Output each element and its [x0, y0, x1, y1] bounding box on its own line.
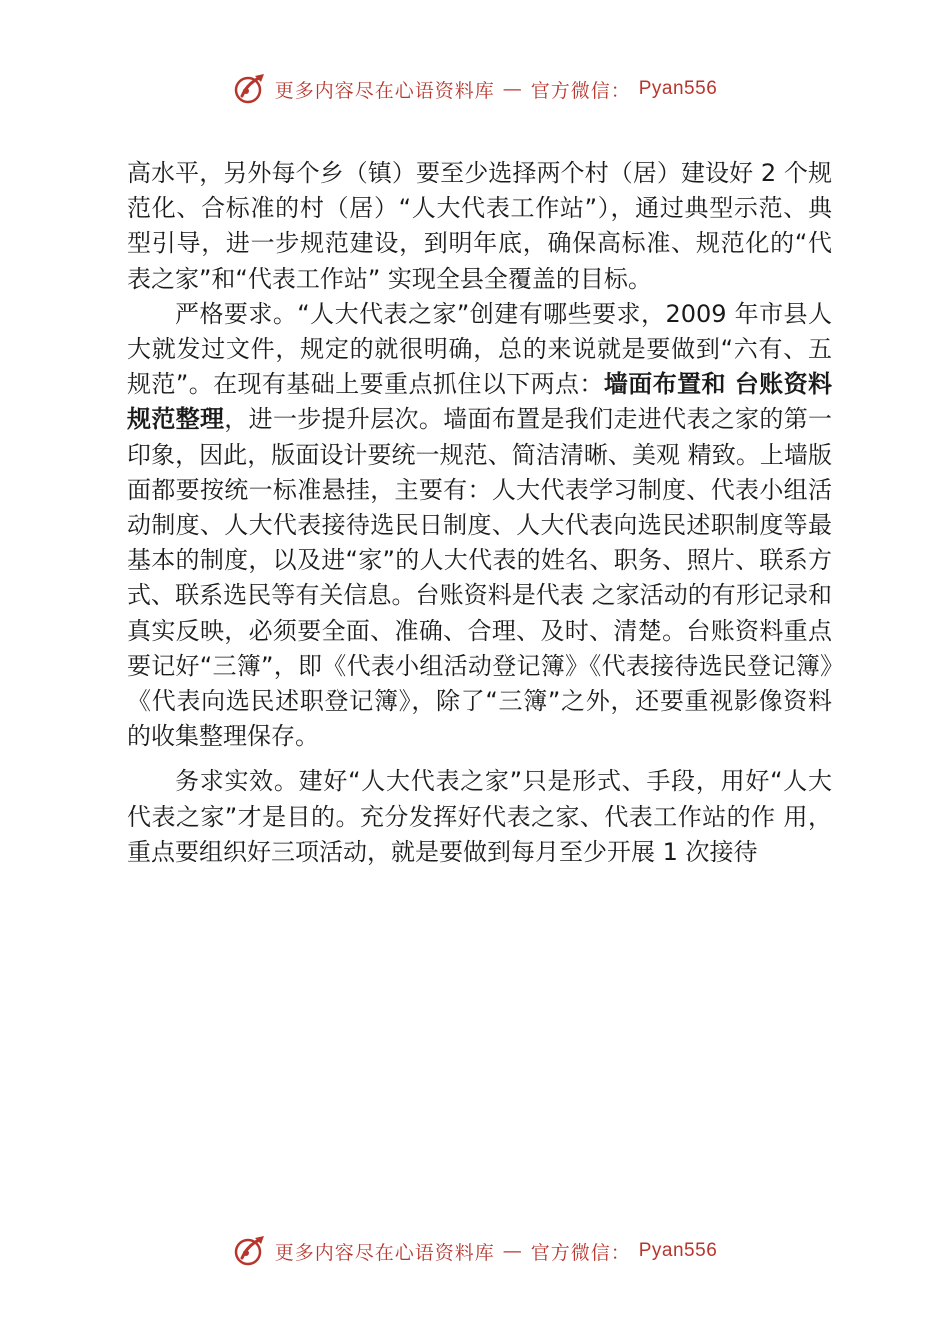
watermark-site-text: 更多内容尽在心语资料库: [274, 79, 495, 102]
watermark-wechat-id: Pyan556: [638, 78, 718, 99]
paragraph-2-text-after: ，进一步提升层次。墙面布置是我们走进代表之家的第一印象，因此，版面设计要统一规范、简洁清晰、美观 精致。上墙版面都要按统一标准悬挂，主要有：人大代表学习制度、代表小组活动制度、人大代表接待选民日制度、人大代表向选民述职制度等最基本的制度，以及进“家”的人大代表的姓名、职务、照片、联系方式、联系选民等有关信息。台账资料是代表 之家活动的有形记录和真实反映，必须要全面、准确、合理、及时、清楚。台账资料重点要记好“三簿”，即《代表小组活动登记簿》《代表接待选民登记簿》《代表向选民述职登记簿》，除了“三簿”之外，还要重视影像资料的收集整理保存。: [127, 405, 833, 751]
watermark-dash: —: [502, 1240, 523, 1262]
paragraph-1: 高水平，另外每个乡（镇）要至少选择两个村（居）建设好 2 个规范化、合标准的村（居）“人大代表工作站”），通过典型示范、典型引导，进一步规范建设，到明年底，确保高标准、规范化的“代表之家”和“代表工作站” 实现全县全覆盖的目标。: [127, 159, 832, 293]
document-body: [127, 156, 832, 870]
watermark-wechat-label: 官方微信：: [530, 1241, 631, 1264]
paragraph-2: [127, 297, 832, 755]
watermark-wechat-label: 官方微信：: [530, 79, 631, 102]
watermark-dash: —: [502, 78, 523, 100]
watermark-logo-icon: [233, 72, 267, 106]
header-watermark: [0, 72, 950, 106]
paragraph-3: 务求实效。建好“人大代表之家”只是形式、手段，用好“人大代表之家”才是目的。充分发挥好代表之家、代表工作站的作 用，重点要组织好三项活动，就是要做到每月至少开展 1 次接待: [127, 767, 832, 866]
paragraph-2-text-before: 严格要求。“人大代表之家”创建有哪些要求，2009 年市县人大就发过文件，规定的就很明确，总的来说就是要做到“六有、五规范”。在现有基础上要重点抓住以下两点：: [127, 299, 832, 399]
watermark-logo-icon: [233, 1234, 267, 1268]
footer-watermark: [0, 1234, 950, 1268]
watermark-wechat-id: Pyan556: [638, 1240, 718, 1261]
paragraph-2-bold-phrase: 墙面布置和 台账资料规范整理: [127, 370, 833, 434]
watermark-site-text: 更多内容尽在心语资料库: [274, 1241, 495, 1264]
